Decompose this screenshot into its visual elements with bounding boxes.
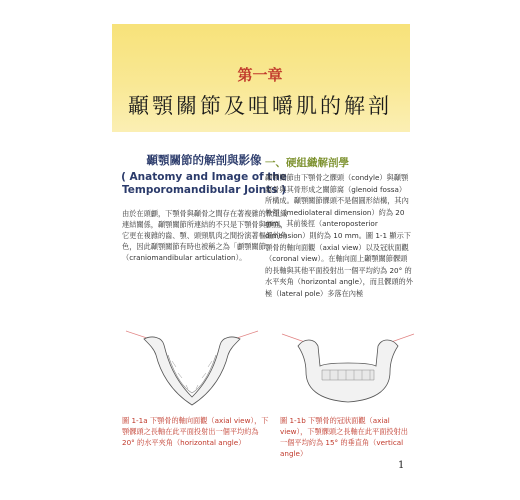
subsection-heading: 一、硬組織解剖學 (265, 157, 349, 169)
anatomy-text: 顳顎關節由下顎骨之髁頭（condyle）與顳顎窩骨與其骨形成之關節窩（glenoid fossa）所構成。顳顎關節髁頭不是個圓形結構，其內外徑（mediolateral dimension）約為 20 mm，其前後徑（anteroposterior dimension）則約為 10 mm。圖 1-1 顯示下顎骨的軸向面觀（axial view）以及冠狀面觀（coronal view）。在軸向面上顳顎關節髁頭的長軸與其他平面投射出一個平均約為 20° 的水平夾角（horizontal angle），而且髁頭的外極（lateral pole）多落在內極 (265, 173, 413, 298)
figure-mandible-axial (122, 325, 262, 407)
section-heading-zh: 顳顎關節的解剖與影像 (146, 153, 262, 167)
figure-mandible-coronal (278, 330, 418, 410)
section-heading-en-line1: ( Anatomy and Image of the (121, 171, 287, 183)
chapter-title: 顳顎關節及咀嚼肌的解剖 (128, 94, 392, 118)
anatomy-paragraph (265, 172, 413, 300)
chapter-number: 第一章 (237, 66, 283, 84)
page-number: 1 (398, 460, 405, 471)
mandible-outline (144, 337, 240, 405)
figure-caption-a: 圖 1-1a 下顎骨的軸向面觀（axial view），下顎髁頭之長軸在此平面投射出一個平均約為 20° 的水平夾角（horizontal angle） (122, 416, 269, 447)
section-heading-en-line2: Temporomandibular Joints ) (122, 184, 286, 196)
intro-text: 由於在頭顱，下顎骨與顳骨之間存在著複雜的軟組織連結關係，顳顎關節所連結的不只是下顎骨與顱面，它更在複雜的齒、顎、頭頸肌肉之間扮演著樞紐的角色，因此顳顎關節有時也被稱之為「顱顎關節」（craniomandibular articulation）。 (122, 209, 288, 262)
figure-caption-b: 圖 1-1b 下顎骨的冠狀面觀（axial view），下顎髁頭之長軸在此平面投射出一個平均約為 15° 的垂直角（vertical angle） (280, 416, 408, 458)
